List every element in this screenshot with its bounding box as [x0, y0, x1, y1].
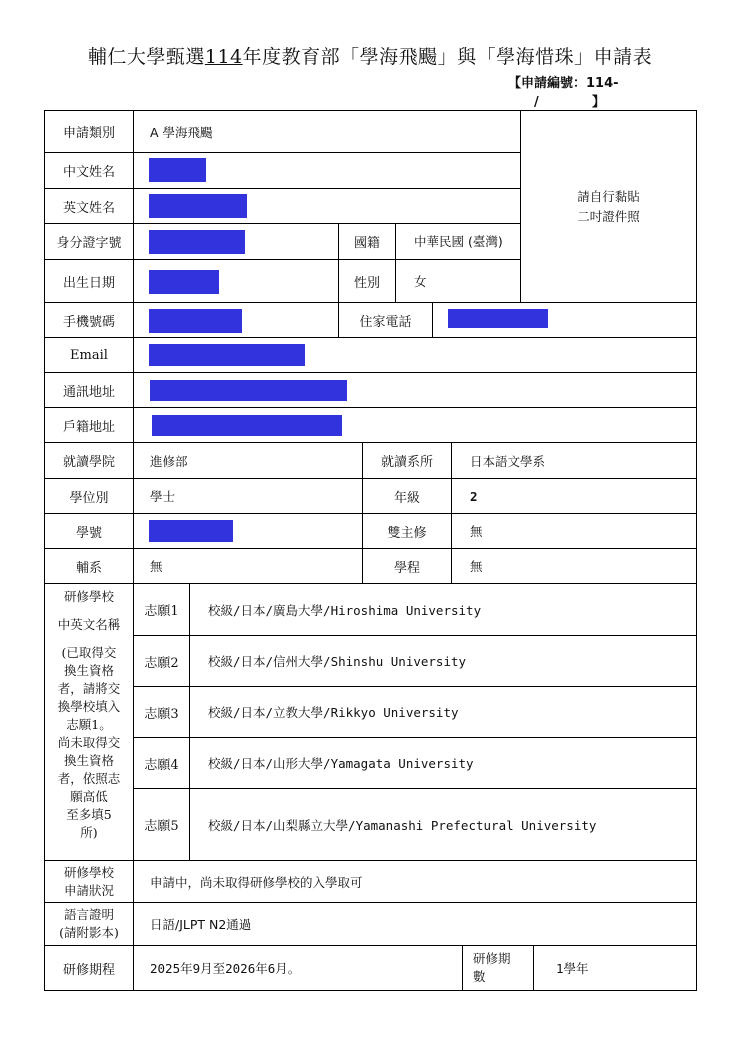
- value-double-major: 無: [451, 513, 697, 549]
- label-line: 至多填5: [66, 807, 112, 822]
- value-category: A 學海飛颺: [133, 110, 521, 153]
- value-mobile: [133, 302, 339, 338]
- label-period: 研修期程: [44, 945, 134, 991]
- label-minor: 輔系: [44, 548, 134, 584]
- label-registered-address: 戶籍地址: [44, 407, 134, 443]
- value-nationality: 中華民國 (臺灣): [395, 223, 521, 260]
- label-line: 者，依照志: [57, 771, 121, 786]
- photo-instruction-1: 請自行黏貼: [577, 188, 640, 204]
- photo-box: [520, 110, 697, 303]
- value-duration: 1學年: [533, 945, 697, 991]
- value-college: 進修部: [133, 442, 363, 479]
- redaction-block: [149, 158, 206, 182]
- value-minor: 無: [133, 548, 363, 584]
- label-line: 志願1。: [66, 717, 112, 732]
- value-name-en: [133, 188, 521, 224]
- redaction-block: [149, 344, 305, 366]
- label-line: 語言證明: [63, 907, 114, 922]
- label-line: 所): [80, 825, 98, 840]
- value-birth: [133, 259, 339, 303]
- title-prefix: 輔仁大學甄選: [87, 46, 205, 68]
- label-gender: 性別: [338, 259, 396, 303]
- value-registered-address: [133, 407, 697, 443]
- choice-4-school: 校級/日本/山形大學/Yamagata University: [189, 737, 697, 789]
- label-line: 研修學校: [63, 589, 114, 604]
- label-line: 數: [473, 969, 486, 984]
- label-student-id: 學號: [44, 513, 134, 549]
- label-line: 者，請將交: [57, 681, 121, 696]
- label-school-status: [44, 860, 134, 903]
- label-line: 換學校填入: [57, 699, 121, 714]
- app-no-line1: 【申請編號：114-: [508, 76, 619, 91]
- title-year: 114: [204, 46, 243, 68]
- label-line: 研修學校: [63, 864, 114, 880]
- label-study-schools: [44, 583, 134, 861]
- label-line: 研修期: [473, 951, 511, 966]
- value-student-id: [133, 513, 363, 549]
- label-duration: [462, 945, 534, 991]
- redaction-block: [149, 230, 245, 254]
- label-double-major: 雙主修: [362, 513, 452, 549]
- label-category: 申請類別: [44, 110, 134, 153]
- redaction-block: [149, 270, 219, 294]
- label-line: (請附影本): [59, 925, 119, 940]
- choice-3-school: 校級/日本/立教大學/Rikkyo University: [189, 686, 697, 738]
- choice-1-label: 志願1: [133, 583, 190, 636]
- label-program: 學程: [362, 548, 452, 584]
- label-name-zh: 中文姓名: [44, 152, 134, 189]
- value-mail-address: [133, 372, 697, 408]
- label-line: 尚未取得交: [57, 735, 121, 750]
- choice-3-label: 志願3: [133, 686, 190, 738]
- redaction-block: [149, 309, 242, 333]
- label-line: 換生資格: [63, 753, 114, 768]
- label-degree: 學位別: [44, 478, 134, 514]
- label-email: Email: [44, 337, 134, 373]
- choice-5-school: 校級/日本/山梨縣立大學/Yamanashi Prefectural University: [189, 788, 697, 861]
- value-school-status: 申請中，尚未取得研修學校的入學取可: [133, 860, 697, 903]
- value-email: [133, 337, 697, 373]
- choice-2-school: 校級/日本/信州大學/Shinshu University: [189, 635, 697, 687]
- choice-2-label: 志願2: [133, 635, 190, 687]
- value-period: 2025年9月至2026年6月。: [133, 945, 463, 991]
- label-line: 中英文名稱: [57, 617, 121, 632]
- label-line: (已取得交: [61, 645, 117, 660]
- choice-1-school: 校級/日本/廣島大學/Hiroshima University: [189, 583, 697, 636]
- label-mail-address: 通訊地址: [44, 372, 134, 408]
- redaction-block: [149, 194, 247, 218]
- value-language: 日語/JLPT N2通過: [133, 902, 697, 946]
- label-college: 就讀學院: [44, 442, 134, 479]
- choice-5-label: 志願5: [133, 788, 190, 861]
- value-gender: 女: [395, 259, 521, 303]
- label-language: [44, 902, 134, 946]
- value-home-phone: [432, 302, 697, 338]
- label-home-phone: 住家電話: [338, 302, 433, 338]
- title-suffix: 年度教育部「學海飛颺」與「學海惜珠」申請表: [242, 46, 653, 68]
- value-name-zh: [133, 152, 521, 189]
- value-grade: 2: [451, 478, 697, 514]
- value-degree: 學士: [133, 478, 363, 514]
- label-line: 申請狀況: [63, 882, 114, 898]
- app-no-slash: /: [534, 95, 539, 110]
- redaction-block: [149, 520, 233, 542]
- label-name-en: 英文姓名: [44, 188, 134, 224]
- value-id-no: [133, 223, 339, 260]
- label-birth: 出生日期: [44, 259, 134, 303]
- value-department: 日本語文學系: [451, 442, 697, 479]
- label-line: 換生資格: [63, 663, 114, 678]
- label-department: 就讀系所: [362, 442, 452, 479]
- label-grade: 年級: [362, 478, 452, 514]
- label-mobile: 手機號碼: [44, 302, 134, 338]
- choice-4-label: 志願4: [133, 737, 190, 789]
- photo-instruction-2: 二吋證件照: [577, 208, 640, 224]
- app-no-close: 】: [592, 95, 606, 110]
- label-nationality: 國籍: [338, 223, 396, 260]
- label-line: 願高低: [70, 789, 108, 804]
- value-program: 無: [451, 548, 697, 584]
- redaction-block: [150, 380, 347, 401]
- redaction-block: [448, 309, 548, 328]
- redaction-block: [152, 415, 342, 436]
- label-id-no: 身分證字號: [44, 223, 134, 260]
